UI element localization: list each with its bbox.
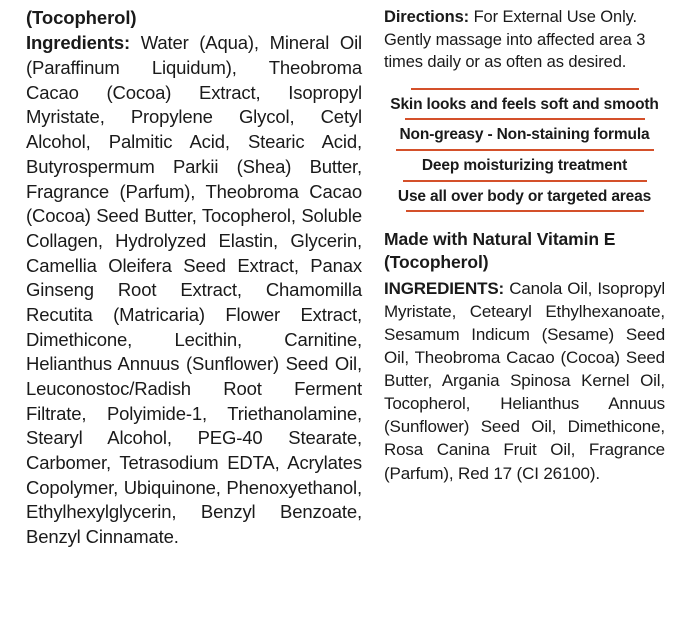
directions-text: For External Use Only. Gently massage into affected area 3 times daily or as often as desired. xyxy=(384,8,646,72)
ingredients-label: Ingredients: xyxy=(26,32,131,54)
claim-item: Use all over body or targeted areas xyxy=(397,187,652,205)
directions-label: Directions: xyxy=(384,8,470,26)
divider-rule xyxy=(403,180,647,182)
secondary-ingredients-list: Canola Oil, Isopropyl Myristate, Cetearyl Ethylhexanoate, Sesamum Indicum (Sesame) Seed Oil, Theobroma Cacao (Cocoa) Seed Butter, Argania Spinosa Kernel Oil, Tocopherol, Helianthus Annuus (Sunflower) Seed Oil, Dimethicone, Rosa Canina Fruit Oil, Fragrance (Parfum), Red 17 (CI 26100). xyxy=(384,278,665,483)
directions-column xyxy=(380,6,665,622)
claim-item: Deep moisturizing treatment xyxy=(421,156,628,174)
natural-vitamin-heading: Made with Natural Vitamin E (Tocopherol) xyxy=(384,229,616,273)
claim-item: Non-greasy - Non-staining formula xyxy=(399,126,650,144)
divider-rule xyxy=(405,118,645,120)
secondary-ingredients-paragraph xyxy=(384,277,665,485)
divider-rule xyxy=(396,149,654,151)
continued-ingredient-line: (Tocopherol) xyxy=(26,7,137,28)
directions-paragraph xyxy=(384,6,665,74)
claim-item: Skin looks and feels soft and smooth xyxy=(390,95,659,113)
secondary-ingredients-label: INGREDIENTS: xyxy=(384,278,505,298)
divider-rule xyxy=(406,210,644,212)
ingredients-paragraph xyxy=(26,31,362,549)
claims-list xyxy=(384,88,665,212)
ingredients-list: Water (Aqua), Mineral Oil (Paraffinum Liquidum), Theobroma Cacao (Cocoa) Extract, Isopropyl Myristate, Propylene Glycol, Cetyl Alcohol, Palmitic Acid, Stearic Acid, Butyrospermum Parkii (Shea) Butter, Fragrance (Parfum), Theobroma Cacao (Cocoa) Seed Butter, Tocopherol, Soluble Collagen, Hydrolyzed Elastin, Glycerin, Camellia Oleifera Seed Extract, Panax Ginseng Root Extract, Chamomilla Recutita (Matricaria) Flower Extract, Dimethicone, Lecithin, Carnitine, Helianthus Annuus (Sunflower) Seed Oil, Leuconostoc/Radish Root Ferment Filtrate, Polyimide-1, Triethanolamine, Stearyl Alcohol, PEG-40 Stearate, Carbomer, Tetrasodium EDTA, Acrylates Copolymer, Ubiquinone, Phenoxyethanol, Ethylhexylglycerin, Benzyl Benzoate, Benzyl Cinnamate. xyxy=(26,32,362,548)
ingredients-column xyxy=(26,6,362,622)
divider-rule xyxy=(411,88,639,90)
